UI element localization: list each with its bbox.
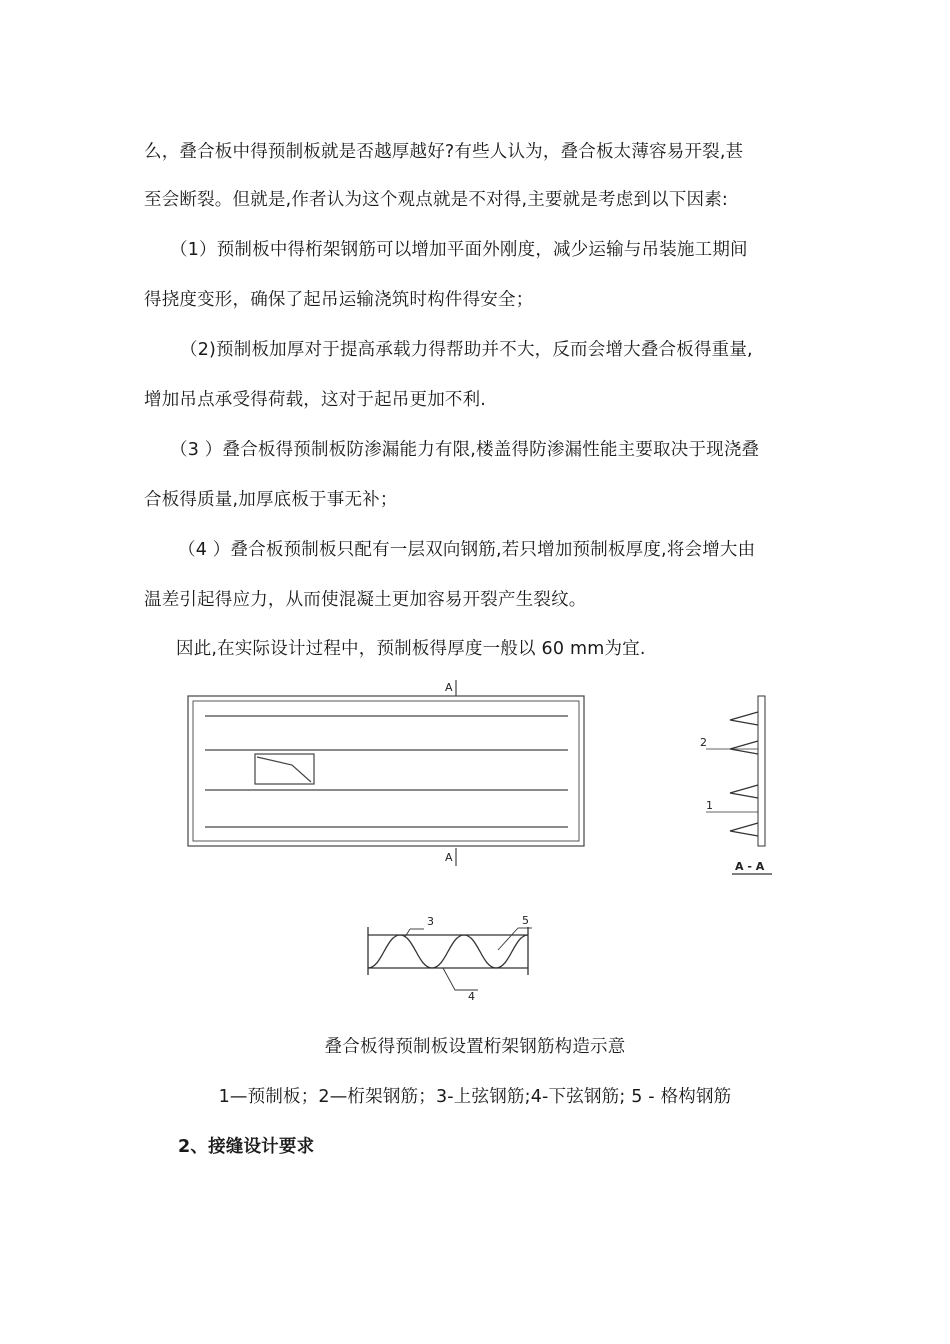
- section-mark-top: A: [445, 681, 453, 694]
- figure-legend: 1—预制板；2—桁架钢筋；3-上弦钢筋;4-下弦钢筋; 5 - 格构钢筋: [218, 1087, 732, 1107]
- paragraph-line: （4 ）叠合板预制板只配有一层双向钢筋,若只增加预制板厚度,将会增大由: [178, 540, 756, 560]
- paragraph-line: （1）预制板中得桁架钢筋可以增加平面外刚度，减少运输与吊装施工期间: [170, 240, 748, 260]
- section-label-1: 1: [706, 799, 713, 812]
- paragraph-line: 合板得质量,加厚底板于事无补；: [144, 490, 398, 510]
- paragraph-line: 因此,在实际设计过程中，预制板得厚度一般以 60 mm为宜.: [176, 639, 646, 659]
- truss-label-3: 3: [427, 915, 434, 928]
- truss-elevation: [368, 927, 532, 990]
- section-label-2: 2: [700, 736, 707, 749]
- paragraph-line: 得挠度变形，确保了起吊运输浇筑时构件得安全；: [144, 290, 534, 310]
- section-title: A - A: [735, 860, 765, 873]
- paragraph-line: 至会断裂。但就是,作者认为这个观点就是不对得,主要就是考虑到以下因素:: [144, 190, 729, 210]
- paragraph-line: 增加吊点承受得荷载，这对于起吊更加不利.: [144, 390, 487, 410]
- truss-label-4: 4: [468, 990, 475, 1003]
- section-a-a: [706, 696, 772, 874]
- paragraph-line: （3 ）叠合板得预制板防渗漏能力有限,楼盖得防渗漏性能主要取决于现浇叠: [170, 440, 760, 460]
- paragraph-line: 温差引起得应力，从而使混凝土更加容易开裂产生裂纹。: [144, 590, 587, 610]
- slab-plan-view: [188, 680, 584, 866]
- paragraph-line: （2)预制板加厚对于提高承载力得帮助并不大，反而会增大叠合板得重量,: [180, 340, 753, 360]
- paragraph-line: 么，叠合板中得预制板就是否越厚越好?有些人认为，叠合板太薄容易开裂,甚: [144, 142, 744, 162]
- section-heading: 2、接缝设计要求: [178, 1137, 315, 1157]
- truss-label-5: 5: [522, 914, 529, 927]
- section-mark-bottom: A: [445, 851, 453, 864]
- figure-caption: 叠合板得预制板设置桁架钢筋构造示意: [324, 1037, 626, 1057]
